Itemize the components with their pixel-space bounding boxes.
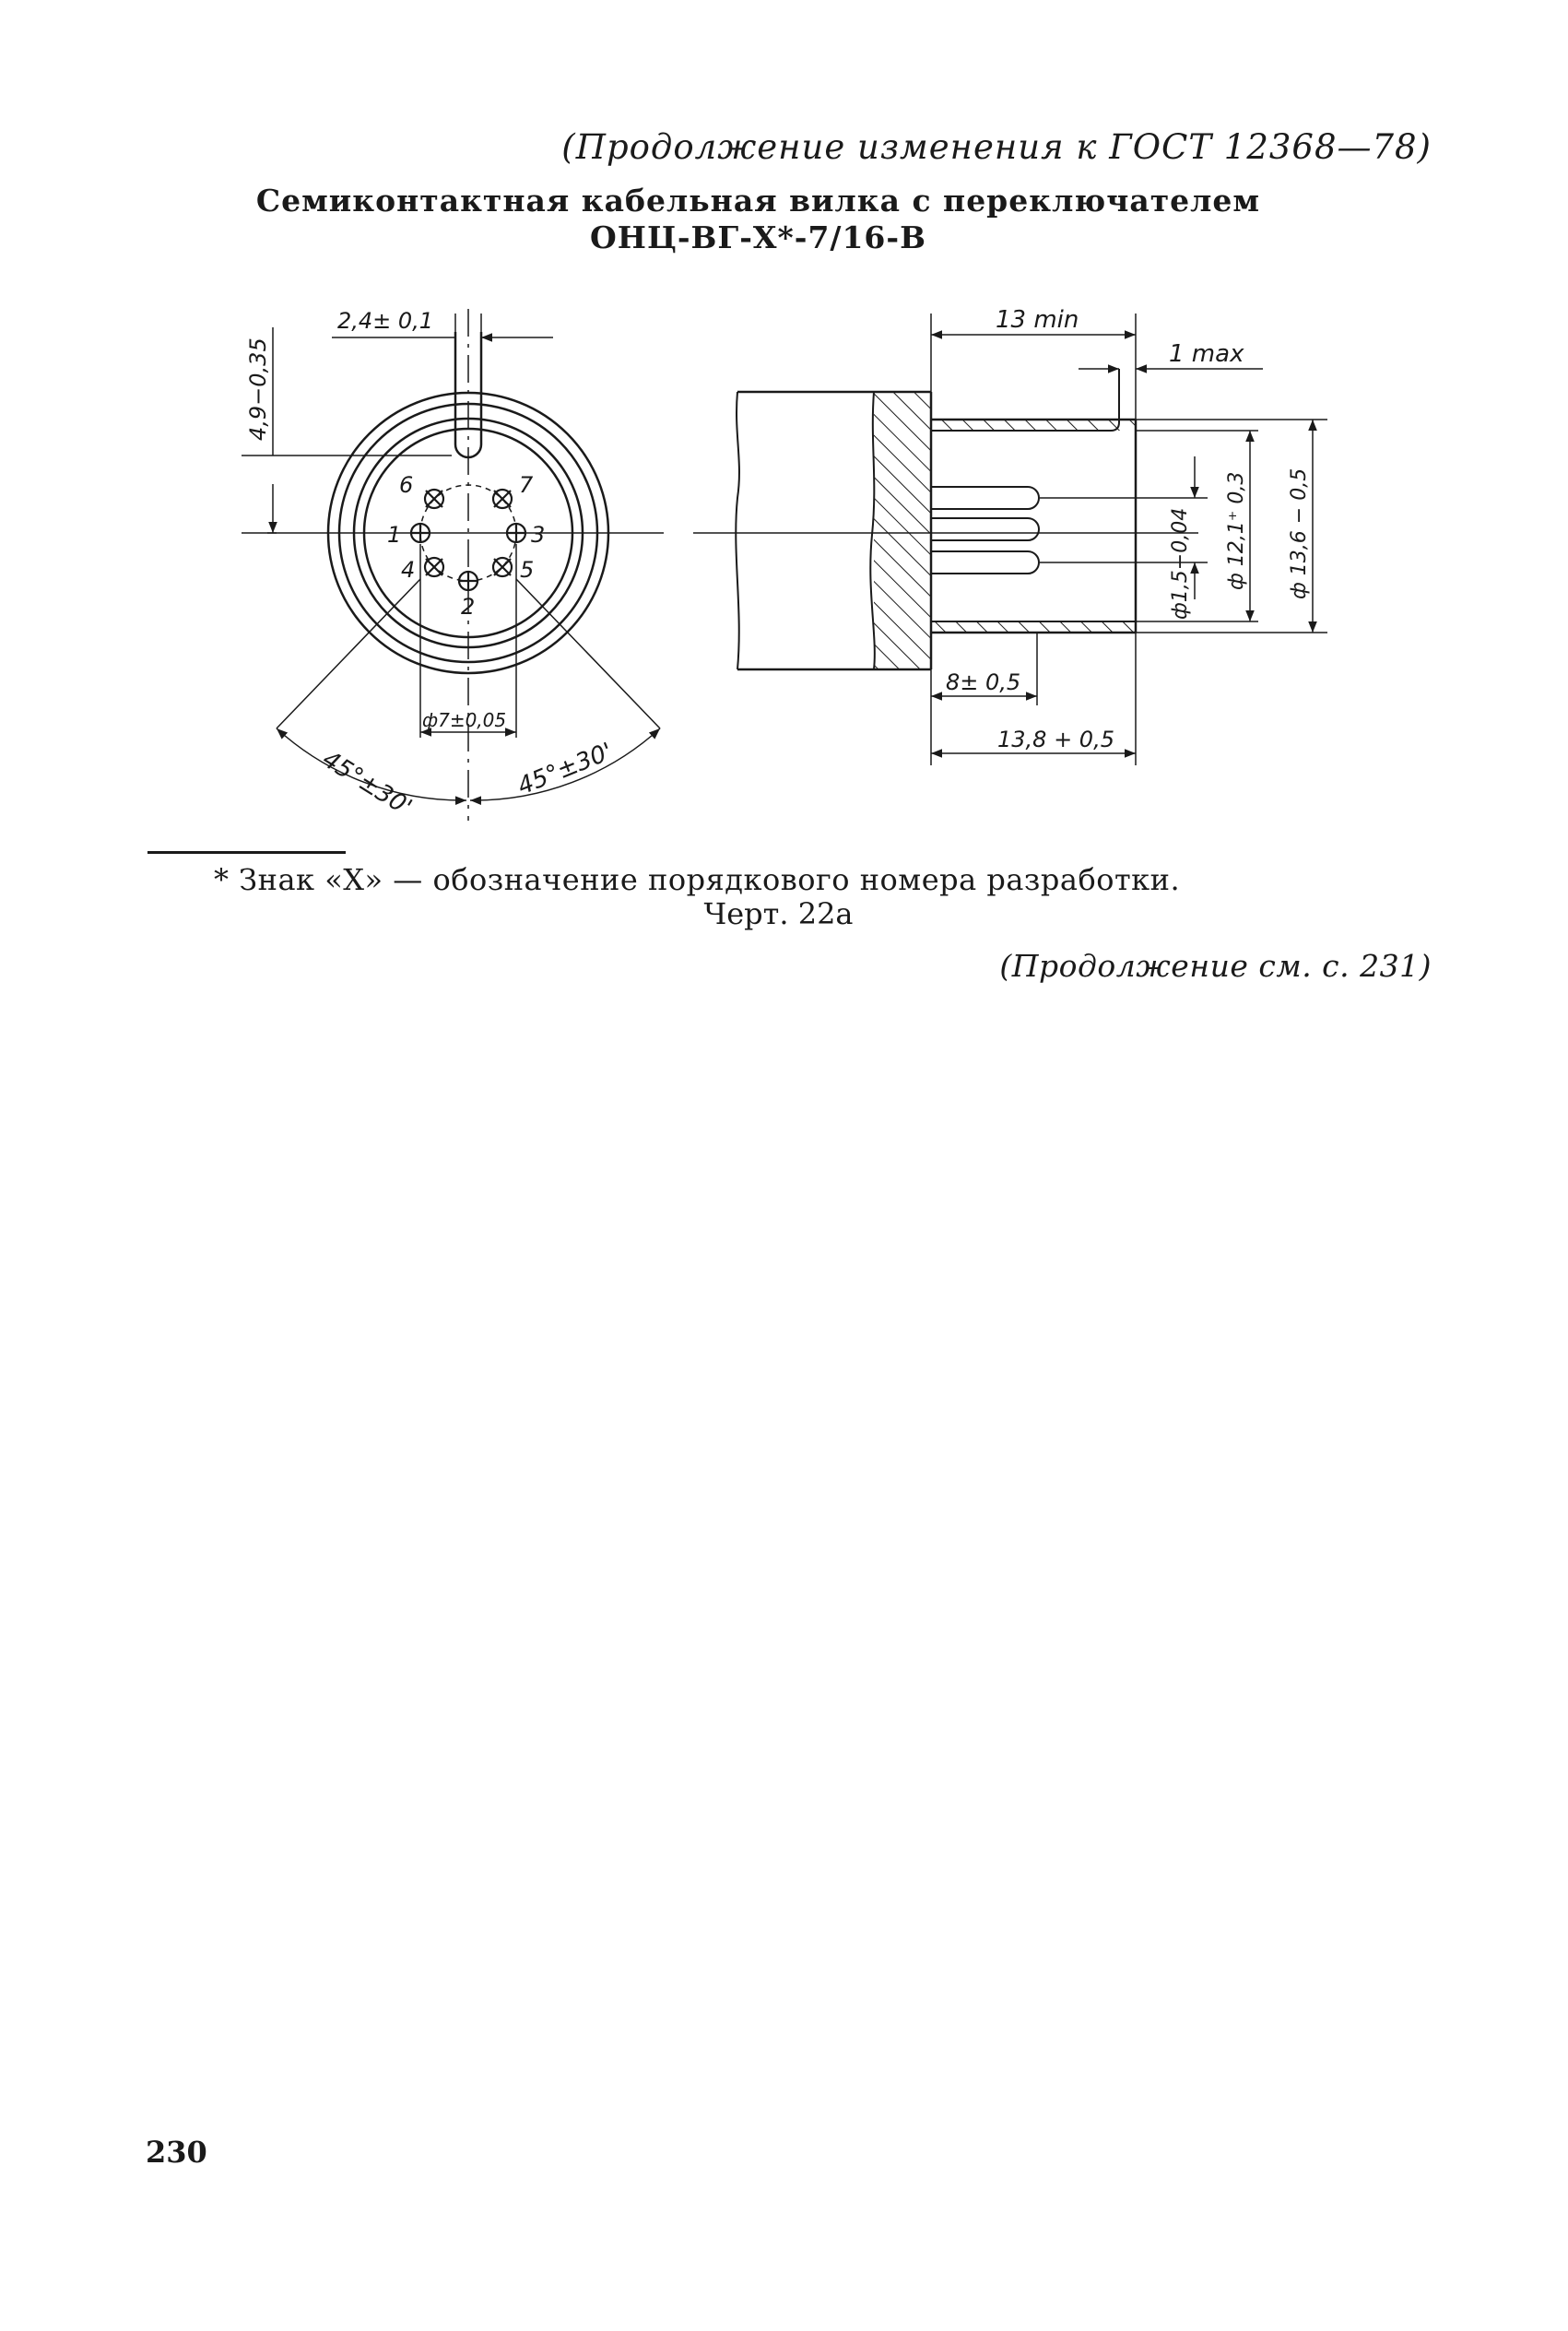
pin-label-5: 5 bbox=[520, 557, 535, 583]
pin-label-3: 3 bbox=[531, 522, 546, 548]
footnote: * Знак «Х» — обозначение порядкового номера разработки. bbox=[214, 862, 1181, 897]
header-note: (Продолжение изменения к ГОСТ 12368—78) bbox=[561, 127, 1432, 167]
dim-length-min: 13 min bbox=[996, 306, 1079, 334]
pin-labels bbox=[387, 472, 545, 620]
pin-label-4: 4 bbox=[401, 557, 416, 583]
page-title: Семиконтактная кабельная вилка с переключателем bbox=[255, 183, 1261, 219]
continuation-note: (Продолжение см. с. 231) bbox=[999, 948, 1432, 984]
pin-label-2: 2 bbox=[461, 594, 476, 620]
pin-label-1: 1 bbox=[387, 522, 402, 548]
pin-label-6: 6 bbox=[399, 472, 414, 498]
figure-caption: Черт. 22а bbox=[703, 896, 854, 931]
product-designation: ОНЦ-ВГ-Х*-7/16-В bbox=[590, 219, 926, 255]
dim-inner-diameter: ф 12,1⁺ 0,3 bbox=[1225, 471, 1248, 590]
dim-key-width: 2,4± 0,1 bbox=[337, 308, 434, 334]
angle-right-label: 45°±30' bbox=[513, 738, 617, 801]
dim-depth: 8± 0,5 bbox=[946, 669, 1021, 695]
pin-label-7: 7 bbox=[519, 472, 534, 498]
dim-total-length: 13,8 + 0,5 bbox=[997, 727, 1114, 752]
dim-pin-circle: ф7±0,05 bbox=[422, 709, 507, 731]
dim-outer-diameter: ф 13,6 − 0,5 bbox=[1288, 467, 1311, 599]
angle-left-label: 45°±30' bbox=[317, 745, 417, 822]
dim-key-depth: 4,9−0,35 bbox=[245, 337, 271, 441]
dim-pin-diameter: ф1,5−0,04 bbox=[1169, 507, 1192, 620]
page-number: 230 bbox=[146, 2135, 207, 2170]
technical-drawing bbox=[0, 277, 1568, 848]
footnote-divider bbox=[147, 851, 346, 854]
dim-max: 1 max bbox=[1169, 340, 1244, 368]
